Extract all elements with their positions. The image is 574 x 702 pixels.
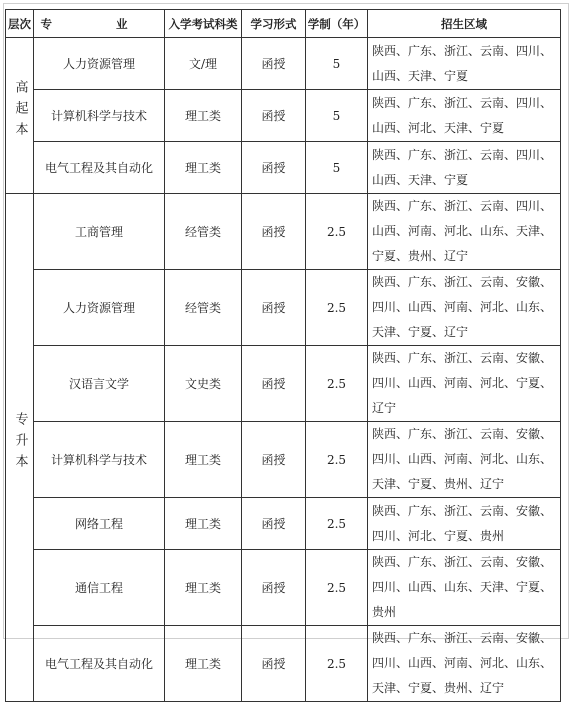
regions-cell: 陕西、广东、浙江、云南、四川、山西、天津、宁夏 [368,38,561,90]
level-cell: 专升本 [6,194,34,702]
major-cell: 网络工程 [34,498,165,550]
regions-cell: 陕西、广东、浙江、云南、四川、山西、河南、河北、山东、天津、宁夏、贵州、辽宁 [368,194,561,270]
header-mode: 学习形式 [242,10,306,38]
regions-cell: 陕西、广东、浙江、云南、安徽、四川、山西、山东、天津、宁夏、贵州 [368,550,561,626]
mode-cell: 函授 [242,194,306,270]
years-cell: 5 [306,142,368,194]
regions-cell: 陕西、广东、浙江、云南、安徽、四川、山西、河南、河北、山东、天津、宁夏、辽宁 [368,270,561,346]
years-cell: 2.5 [306,626,368,702]
years-cell: 2.5 [306,346,368,422]
years-cell: 5 [306,38,368,90]
table-row [6,346,561,422]
enrollment-table [5,9,561,702]
exam-cell: 理工类 [165,550,242,626]
mode-cell: 函授 [242,38,306,90]
table-row [6,38,561,90]
table-row [6,270,561,346]
years-cell: 2.5 [306,194,368,270]
mode-cell: 函授 [242,90,306,142]
exam-cell: 理工类 [165,142,242,194]
mode-cell: 函授 [242,498,306,550]
exam-cell: 理工类 [165,626,242,702]
mode-cell: 函授 [242,626,306,702]
regions-cell: 陕西、广东、浙江、云南、安徽、四川、山西、河南、河北、山东、天津、宁夏、贵州、辽宁 [368,422,561,498]
years-cell: 5 [306,90,368,142]
header-level: 层次 [6,10,34,38]
exam-cell: 理工类 [165,422,242,498]
mode-cell: 函授 [242,346,306,422]
table-row [6,142,561,194]
mode-cell: 函授 [242,270,306,346]
header-regions: 招生区域 [368,10,561,38]
regions-cell: 陕西、广东、浙江、云南、安徽、四川、山西、河南、河北、宁夏、辽宁 [368,346,561,422]
major-cell: 人力资源管理 [34,38,165,90]
major-cell: 汉语言文学 [34,346,165,422]
header-years: 学制（年） [306,10,368,38]
mode-cell: 函授 [242,422,306,498]
table-row [6,550,561,626]
level-cell: 高起本 [6,38,34,194]
exam-cell: 经管类 [165,270,242,346]
table-row [6,422,561,498]
major-cell: 电气工程及其自动化 [34,142,165,194]
header-exam: 入学考试科类 [165,10,242,38]
table-row [6,90,561,142]
table-row [6,626,561,702]
exam-cell: 文史类 [165,346,242,422]
years-cell: 2.5 [306,498,368,550]
years-cell: 2.5 [306,422,368,498]
major-cell: 工商管理 [34,194,165,270]
regions-cell: 陕西、广东、浙江、云南、安徽、四川、河北、宁夏、贵州 [368,498,561,550]
major-cell: 计算机科学与技术 [34,90,165,142]
major-cell: 电气工程及其自动化 [34,626,165,702]
years-cell: 2.5 [306,550,368,626]
mode-cell: 函授 [242,550,306,626]
table-row [6,498,561,550]
exam-cell: 理工类 [165,498,242,550]
exam-cell: 理工类 [165,90,242,142]
major-cell: 通信工程 [34,550,165,626]
years-cell: 2.5 [306,270,368,346]
exam-cell: 文/理 [165,38,242,90]
exam-cell: 经管类 [165,194,242,270]
regions-cell: 陕西、广东、浙江、云南、安徽、四川、山西、河南、河北、山东、天津、宁夏、贵州、辽宁 [368,626,561,702]
header-major: 专 业 [34,10,165,38]
mode-cell: 函授 [242,142,306,194]
regions-cell: 陕西、广东、浙江、云南、四川、山西、河北、天津、宁夏 [368,90,561,142]
regions-cell: 陕西、广东、浙江、云南、四川、山西、天津、宁夏 [368,142,561,194]
header-row [6,10,561,38]
major-cell: 计算机科学与技术 [34,422,165,498]
table-row [6,194,561,270]
major-cell: 人力资源管理 [34,270,165,346]
